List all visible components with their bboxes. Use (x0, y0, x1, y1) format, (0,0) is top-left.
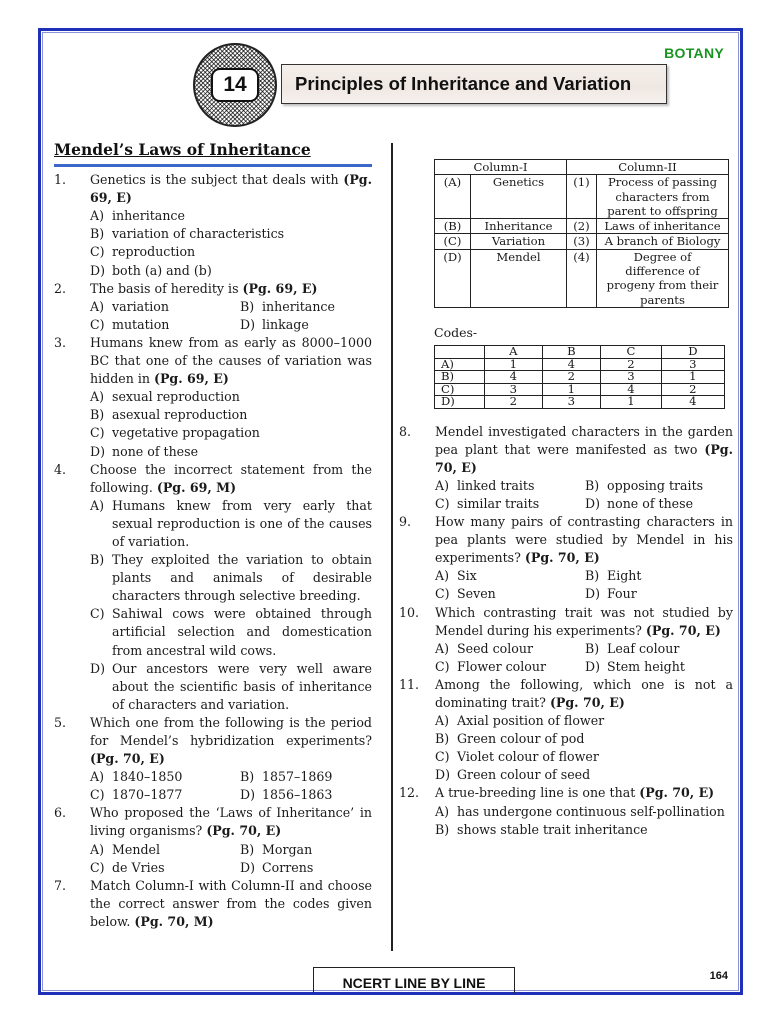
footer-label: NCERT LINE BY LINE (313, 967, 515, 993)
right-column (399, 159, 733, 839)
page-reference: (Pg. 70, E) (639, 785, 715, 801)
page-reference: (Pg. 70, E) (524, 550, 600, 566)
question-number: 1. (54, 172, 67, 188)
question-number: 6. (54, 805, 67, 821)
question-number: 7. (54, 877, 67, 893)
option: C) Violet colour of flower (435, 749, 599, 765)
page-number: 164 (709, 970, 728, 982)
option: B) Leaf colour (585, 640, 680, 656)
question-5 (54, 714, 372, 804)
option: D) none of these (585, 495, 694, 511)
option: A) Seed colour (435, 640, 533, 656)
option: B) 1857–1869 (240, 769, 333, 785)
option: B) inheritance (240, 298, 335, 314)
option: A) 1840–1850 (90, 769, 183, 785)
option: C) vegetative propagation (90, 425, 260, 441)
page-frame (38, 28, 743, 995)
option: D) Green colour of seed (435, 767, 591, 783)
option: C) similar traits (435, 495, 540, 511)
page-reference: (Pg. 69, M) (156, 479, 237, 495)
option: B) Eight (585, 568, 642, 584)
left-column (54, 141, 372, 931)
question-text: Genetics is the subject that deals with (90, 172, 344, 188)
codes-row: C) 3 1 4 2 (435, 383, 725, 396)
question-number: 3. (54, 334, 67, 350)
question-text: How many pairs of contrasting characters in pea plants were studied by Mendel in his experiments? (435, 514, 733, 566)
option: A) inheritance (90, 208, 185, 224)
question-1 (54, 171, 372, 280)
option: D) both (a) and (b) (90, 262, 212, 278)
page-reference: (Pg. 70, E) (435, 441, 733, 475)
question-text: Mendel investigated characters in the garden pea plant that were manifested as two (435, 423, 733, 457)
question-number: 10. (399, 604, 420, 620)
option: A) Axial position of flower (435, 713, 605, 729)
option: A) sexual reproduction (90, 389, 240, 405)
page-reference: (Pg. 70, E) (549, 694, 625, 710)
question-text: Match Column-I with Column-II and choose the correct answer from the codes given below. (90, 877, 372, 929)
option: D) Correns (240, 859, 314, 875)
option: B) They exploited the variation to obtain plants and animals of desirable characters through selective breeding. (90, 552, 372, 604)
codes-row: D) 2 3 1 4 (435, 396, 725, 409)
chapter-number: 14 (211, 68, 259, 102)
option: B) variation of characteristics (90, 226, 285, 242)
page-reference: (Pg. 69, E) (242, 280, 318, 296)
question-7 (54, 877, 372, 931)
option: B) Green colour of pod (435, 731, 585, 747)
question-12 (399, 784, 733, 838)
question-text: Who proposed the ‘Laws of Inheritance’ in living organisms? (90, 805, 372, 839)
question-2 (54, 280, 372, 334)
option: B) asexual reproduction (90, 407, 248, 423)
option: D) linkage (240, 316, 309, 332)
question-3 (54, 334, 372, 461)
page-reference: (Pg. 70, E) (90, 751, 165, 767)
option: D) Stem height (585, 658, 685, 674)
option: A) has undergone continuous self-pollination (435, 803, 725, 819)
option: A) Six (435, 568, 477, 584)
option: D) Four (585, 586, 637, 602)
option: A) Humans knew from very early that sexual reproduction is one of the causes of variation. (90, 497, 372, 549)
question-text: A true-breeding line is one that (435, 785, 640, 801)
column-divider (391, 143, 393, 951)
question-text: Which one from the following is the period for Mendel’s hybridization experiments? (90, 714, 372, 748)
question-10 (399, 604, 733, 676)
option: A) Mendel (90, 841, 161, 857)
option: D) 1856–1863 (240, 787, 333, 803)
option: A) linked traits (435, 477, 535, 493)
option: C) Sahiwal cows were obtained through artificial selection and domestication from ancestral wild cows. (90, 606, 372, 658)
match-header-col1: Column-I (435, 160, 567, 175)
match-row: (D) Mendel (4) Degree of difference of progeny from their parents (435, 249, 729, 307)
match-row: (B) Inheritance (2) Laws of inheritance (435, 219, 729, 234)
question-6 (54, 804, 372, 876)
option: B) opposing traits (585, 477, 704, 493)
question-9 (399, 513, 733, 603)
page-reference: (Pg. 70, E) (645, 622, 721, 638)
page-reference: (Pg. 69, E) (153, 371, 229, 387)
option: D) none of these (90, 443, 199, 459)
option: B) Morgan (240, 841, 313, 857)
section-heading: Mendel’s Laws of Inheritance (54, 141, 372, 167)
match-table (434, 159, 729, 308)
page-reference: (Pg. 70, E) (206, 823, 282, 839)
question-number: 9. (399, 514, 412, 530)
subject-label: BOTANY (664, 45, 724, 61)
question-text: Which contrasting trait was not studied by Mendel during his experiments? (435, 604, 733, 638)
codes-label: Codes- (434, 324, 478, 340)
codes-table: A B C D A) 1 4 2 3 B) 4 2 3 1 C) 3 1 4 2 D) 2 3 1 4 (434, 345, 725, 409)
codes-row: A) 1 4 2 3 (435, 358, 725, 371)
question-text: The basis of heredity is (90, 280, 243, 296)
option: C) reproduction (90, 244, 196, 260)
option: C) mutation (90, 316, 170, 332)
chapter-title: Principles of Inheritance and Variation (281, 64, 667, 104)
question-number: 11. (399, 676, 420, 692)
match-header-col2: Column-II (567, 160, 729, 175)
question-number: 4. (54, 461, 67, 477)
question-text: Among the following, which one is not a dominating trait? (435, 676, 733, 710)
match-row: (C) Variation (3) A branch of Biology (435, 234, 729, 249)
codes-row: B) 4 2 3 1 (435, 371, 725, 384)
match-row: (A) Genetics (1) Process of passing characters from parent to offspring (435, 175, 729, 219)
chapter-badge (193, 43, 277, 127)
question-number: 12. (399, 785, 420, 801)
option: B) shows stable trait inheritance (435, 821, 648, 837)
page-reference: (Pg. 70, M) (134, 913, 214, 929)
option: D) Our ancestors were very well aware about the scientific basis of inheritance of characters and variation. (90, 660, 372, 712)
question-4 (54, 461, 372, 714)
question-number: 2. (54, 280, 67, 296)
option: C) 1870–1877 (90, 787, 183, 803)
question-number: 8. (399, 423, 412, 439)
page-reference: (Pg. 69, E) (90, 172, 372, 206)
option: C) de Vries (90, 859, 165, 875)
option: C) Flower colour (435, 658, 546, 674)
question-number: 5. (54, 714, 67, 730)
option: C) Seven (435, 586, 496, 602)
question-8 (399, 423, 733, 513)
option: A) variation (90, 298, 169, 314)
question-11 (399, 676, 733, 785)
question-text: Humans knew from as early as 8000–1000 BC that one of the causes of variation was hidden in (90, 334, 372, 387)
question-text: Choose the incorrect statement from the following. (90, 461, 372, 495)
